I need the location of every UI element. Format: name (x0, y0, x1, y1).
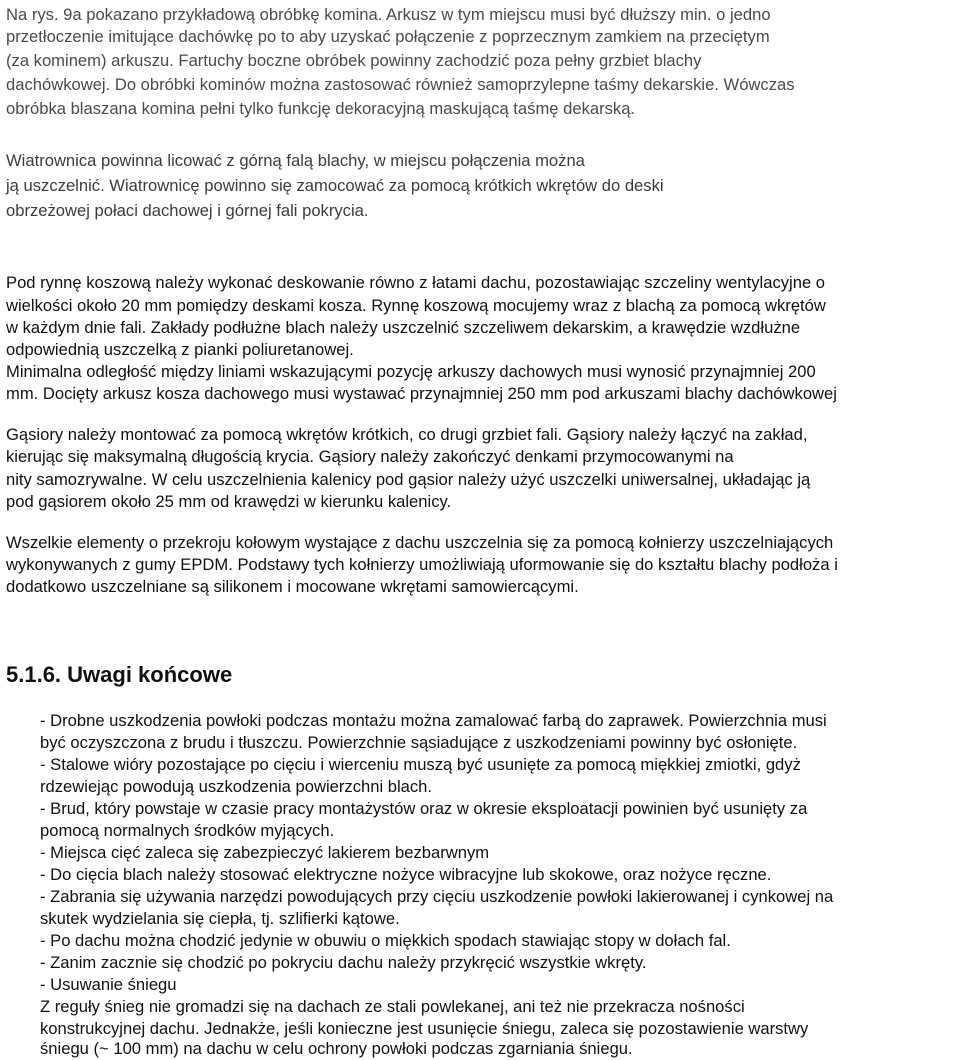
intro-line: obróbka blaszana komina pełni tylko funkcję dekoracyjną maskującą taśmę dekarską. (6, 99, 636, 118)
uwagi-line: - Usuwanie śniegu (40, 975, 177, 994)
gasiory-line: kierując się maksymalną długością krycia. Gąsiory należy zakończyć denkami przymocowanymi na (6, 447, 734, 466)
wiatrownica-line: obrzeżowej połaci dachowej i górnej fali pokrycia. (6, 201, 369, 220)
gasiory-line: Gąsiory należy montować za pomocą wkrętów krótkich, co drugi grzbiet fali. Gąsiory należy łączyć na zakład, (6, 425, 808, 444)
intro-line: przetłoczenie imitujące dachówkę po to aby uzyskać połączenie z poprzecznym zamkiem na przeciętym (6, 27, 770, 46)
elementy-line: Wszelkie elementy o przekroju kołowym wystające z dachu uszczelnia się za pomocą kołnierzy uszczelniających (6, 533, 834, 552)
elementy-line: dodatkowo uszczelniane są silikonem i mocowane wkrętami samowiercącymi. (6, 577, 579, 596)
kosz-line: w każdym dnie fali. Zakłady podłużne blach należy uszczelnić szczeliwem dekarskim, a krawędzie wzdłużne (6, 318, 801, 337)
uwagi-line: pomocą normalnych środków myjących. (40, 821, 335, 840)
gasiory-line: pod gąsiorem około 25 mm od krawędzi w kierunku kalenicy. (6, 492, 452, 511)
intro-line: dachówkowej. Do obróbki kominów można zastosować również samoprzylepne taśmy dekarskie. Wówczas (6, 75, 795, 94)
uwagi-line: - Miejsca cięć zaleca się zabezpieczyć lakierem bezbarwnym (40, 843, 490, 862)
kosz-line: odpowiednią uszczelką z pianki poliuretanowej. (6, 340, 354, 359)
wiatrownica-line: ją uszczelnić. Wiatrownicę powinno się zamocować za pomocą krótkich wkrętów do deski (6, 176, 664, 195)
kosz-line: Minimalna odległość między liniami wskazującymi pozycję arkuszy dachowych musi wynosić przynajmniej 200 (6, 362, 816, 381)
uwagi-line: - Zabrania się używania narzędzi powodujących przy cięciu uszkodzenie powłoki lakierowanej i cynkowej na (40, 887, 834, 906)
kosz-line: wielkości około 20 mm pomiędzy deskami kosza. Rynnę koszową mocujemy wraz z blachą za pomocą wkrętów (6, 296, 826, 315)
kosz-line: mm. Docięty arkusz kosza dachowego musi wystawać przynajmniej 250 mm pod arkuszami blachy dachówkowej (6, 384, 837, 403)
uwagi-line: - Stalowe wióry pozostające po cięciu i wierceniu muszą być usunięte za pomocą miękkiej zmiotki, gdyż (40, 755, 801, 774)
uwagi-line: skutek wydzielania się ciepła, tj. szlifierki kątowe. (40, 909, 400, 928)
elementy-line: wykonywanych z gumy EPDM. Podstawy tych kołnierzy umożliwiają uformowanie się do kształtu blachy podłoża i (6, 555, 838, 574)
uwagi-line: śniegu (~ 100 mm) na dachu w celu ochrony powłoki podczas zgarniania śniegu. (40, 1039, 633, 1058)
kosz-line: Pod rynnę koszową należy wykonać deskowanie równo z łatami dachu, pozostawiając szczeliny wentylacyjne o (6, 273, 826, 292)
intro-line: Na rys. 9a pokazano przykładową obróbkę komina. Arkusz w tym miejscu musi być dłuższy min. o jedno (6, 5, 771, 24)
uwagi-line: - Do cięcia blach należy stosować elektryczne nożyce wibracyjne lub skokowe, oraz nożyce ręczne. (40, 865, 772, 884)
uwagi-line: - Drobne uszkodzenia powłoki podczas montażu można zamalować farbą do zaprawek. Powierzchnia musi (40, 711, 827, 730)
uwagi-line: - Po dachu można chodzić jedynie w obuwiu o miękkich spodach stawiając stopy w dołach fal. (40, 931, 731, 950)
uwagi-line: rdzewiejąc powodują uszkodzenia powierzchni blach. (40, 777, 433, 796)
uwagi-line: Z reguły śnieg nie gromadzi się na dachach ze stali powlekanej, ani też nie przekracza nośności (40, 997, 745, 1016)
uwagi-line: być oczyszczona z brudu i tłuszczu. Powierzchnie sąsiadujące z uszkodzeniami powinny być osłonięte. (40, 733, 798, 752)
uwagi-line: konstrukcyjnej dachu. Jednakże, jeśli konieczne jest usunięcie śniegu, zaleca się pozostawienie warstwy (40, 1019, 809, 1038)
section-heading: 5.1.6. Uwagi końcowe (6, 662, 233, 687)
intro-line: (za kominem) arkuszu. Fartuchy boczne obróbek powinny zachodzić poza pełny grzbiet blachy (6, 51, 702, 70)
uwagi-line: - Zanim zacznie się chodzić po pokryciu dachu należy przykręcić wszystkie wkręty. (40, 953, 647, 972)
wiatrownica-line: Wiatrownica powinna licować z górną falą blachy, w miejscu połączenia można (6, 151, 585, 170)
gasiory-line: nity samozrywalne. W celu uszczelnienia kalenicy pod gąsior należy użyć uszczelki uniwersalnej, układając ją (6, 470, 811, 489)
uwagi-line: - Brud, który powstaje w czasie pracy montażystów oraz w okresie eksploatacji powinien być usunięty za (40, 799, 808, 818)
